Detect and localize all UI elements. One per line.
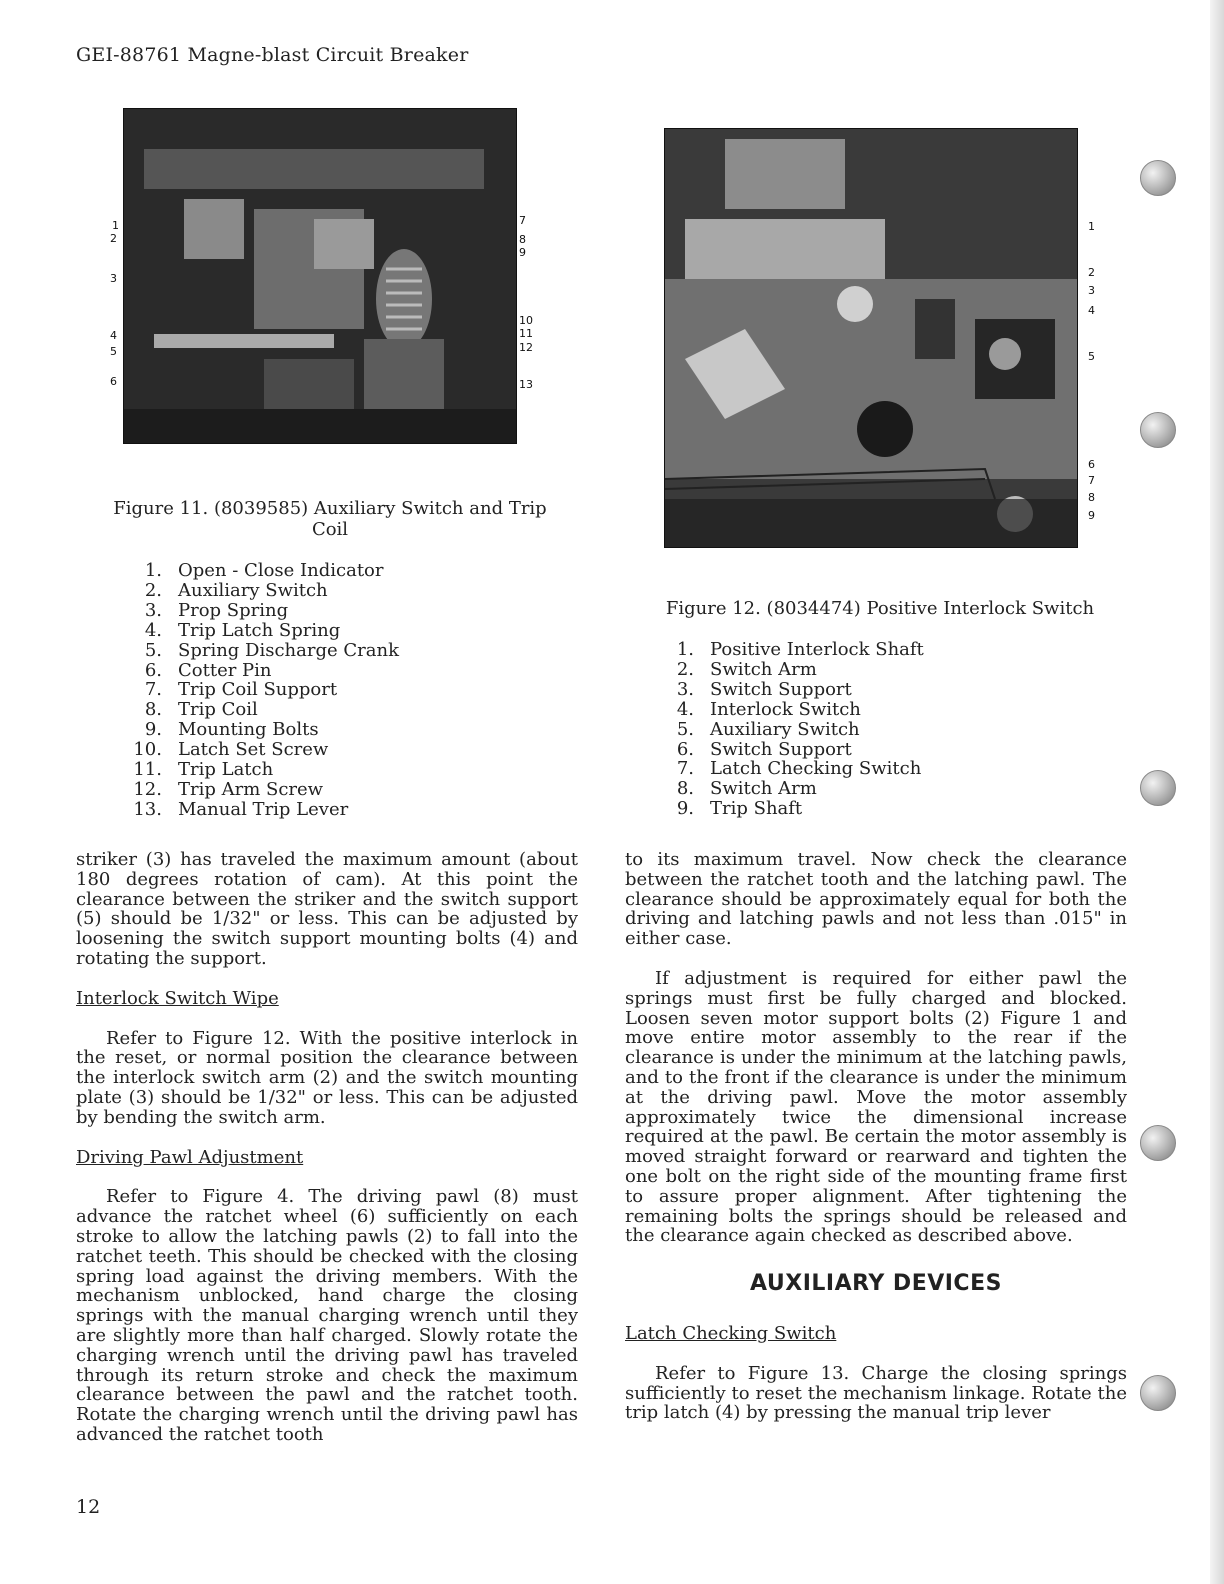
- list-item: 7. Latch Checking Switch: [676, 758, 922, 780]
- fig12-callout-3: 3: [1088, 284, 1095, 297]
- punch-hole-icon: [1140, 412, 1176, 448]
- page-binding-edge: [1210, 0, 1224, 1584]
- body-paragraph: to its maximum travel. Now check the clearance between the ratchet tooth and the latching pawl. The clearance should be approximately equal for both the driving and latching pawls and not less than .015" in either case.: [625, 849, 1127, 950]
- fig12-callout-4: 4: [1088, 304, 1095, 317]
- figure-11-caption: Figure 11. (8039585) Auxiliary Switch and Trip Coil: [113, 498, 547, 540]
- figure-12-parts-list: [660, 640, 1080, 819]
- fig11-callout-8: 8: [519, 233, 526, 246]
- list-item: 12. Trip Arm Screw: [133, 778, 324, 800]
- punch-hole-icon: [1140, 1125, 1176, 1161]
- fig11-callout-12: 12: [519, 341, 533, 354]
- figure-11-photo: [123, 108, 517, 444]
- fig11-callout-4: 4: [110, 329, 117, 342]
- body-paragraph: Refer to Figure 12. With the positive interlock in the reset, or normal position the clearance between the interlock switch arm (2) and the switch mounting plate (3) should be 1/32" or less. This can be adjusted by bending the switch arm.: [76, 1027, 578, 1128]
- list-item: 3. Switch Support: [676, 678, 852, 700]
- list-item: 2. Auxiliary Switch: [144, 579, 328, 601]
- figure-12-photo: [664, 128, 1078, 548]
- body-paragraph: Refer to Figure 13. Charge the closing springs sufficiently to reset the mechanism linkage. Rotate the trip latch (4) by pressing the manual trip lever: [625, 1362, 1127, 1424]
- list-item: 11. Trip Latch: [133, 759, 274, 781]
- body-paragraph: striker (3) has traveled the maximum amount (about 180 degrees rotation of cam). At this point the clearance between the striker and the switch support (5) should be 1/32" or less. This can be adjusted by loosening the switch support mounting bolts (4) and rotating the support.: [76, 849, 578, 969]
- figure-12-interlock-illustration: [665, 129, 1077, 547]
- figure-11-mechanism-illustration: [124, 109, 516, 443]
- fig12-callout-8: 8: [1088, 491, 1095, 504]
- list-item: 4. Interlock Switch: [676, 698, 861, 720]
- list-item: 13. Manual Trip Lever: [133, 798, 349, 820]
- list-item: 8. Trip Coil: [144, 699, 258, 721]
- list-item: 1. Positive Interlock Shaft: [676, 639, 924, 660]
- body-paragraph: If adjustment is required for either pawl the springs must first be fully charged and blocked. Loosen seven motor support bolts (2) Figure 1 and move entire motor assembly to the rear if the clearance is under the minimum at the latching pawls, and to the front if the clearance is under the minimum at the driving pawl. Move the motor assembly approximately twice the dimensional increase required at the pawl. Be certain the motor assembly is moved straight forward or rearward and tighten the one bolt on the right side of the mounting frame first to assure proper alignment. After tightening the remaining bolts the springs should be released and the clearance again checked as described above.: [625, 967, 1127, 1247]
- fig11-callout-9: 9: [519, 246, 526, 259]
- list-item: 9. Trip Shaft: [676, 798, 803, 820]
- section-heading: AUXILIARY DEVICES: [750, 1271, 1002, 1297]
- section-subheading: Driving Pawl Adjustment: [76, 1146, 304, 1168]
- punch-hole-icon: [1140, 160, 1176, 196]
- list-item: 10. Latch Set Screw: [133, 739, 329, 761]
- figure-12-caption: Figure 12. (8034474) Positive Interlock Switch: [665, 598, 1095, 619]
- fig11-callout-2: 2: [110, 232, 117, 245]
- fig11-callout-5: 5: [110, 345, 117, 358]
- list-item: 6. Switch Support: [676, 738, 852, 760]
- list-item: 5. Auxiliary Switch: [676, 718, 860, 740]
- fig12-callout-1: 1: [1088, 220, 1095, 233]
- fig11-callout-11: 11: [519, 327, 533, 340]
- list-item: 9. Mounting Bolts: [144, 719, 319, 741]
- punch-hole-icon: [1140, 1375, 1176, 1411]
- list-item: 8. Switch Arm: [676, 778, 817, 800]
- left-text-column: [76, 850, 578, 1445]
- fig11-callout-1: 1: [112, 219, 119, 232]
- fig12-callout-6: 6: [1088, 458, 1095, 471]
- fig11-callout-3: 3: [110, 272, 117, 285]
- list-item: 1. Open - Close Indicator: [144, 560, 384, 581]
- list-item: 4. Trip Latch Spring: [144, 619, 341, 641]
- section-subheading: Interlock Switch Wipe: [76, 987, 279, 1009]
- section-subheading: Latch Checking Switch: [625, 1322, 837, 1344]
- list-item: 6. Cotter Pin: [144, 659, 272, 681]
- page-header: GEI-88761 Magne-blast Circuit Breaker: [76, 44, 469, 66]
- fig12-callout-5: 5: [1088, 350, 1095, 363]
- list-item: 3. Prop Spring: [144, 599, 289, 621]
- punch-hole-icon: [1140, 770, 1176, 806]
- list-item: 2. Switch Arm: [676, 658, 817, 680]
- fig11-callout-6: 6: [110, 375, 117, 388]
- page-number: 12: [76, 1496, 101, 1518]
- fig11-callout-10: 10: [519, 314, 533, 327]
- fig11-callout-7: 7: [519, 214, 526, 227]
- fig12-callout-7: 7: [1088, 474, 1095, 487]
- list-item: 7. Trip Coil Support: [144, 679, 338, 701]
- fig12-callout-9: 9: [1088, 509, 1095, 522]
- right-text-column: [625, 850, 1127, 1423]
- list-item: 5. Spring Discharge Crank: [144, 639, 399, 661]
- figure-11-parts-list: [128, 561, 548, 820]
- fig12-callout-2: 2: [1088, 266, 1095, 279]
- fig11-callout-13: 13: [519, 378, 533, 391]
- body-paragraph: Refer to Figure 4. The driving pawl (8) must advance the ratchet wheel (6) sufficiently on each stroke to allow the latching pawls (2) to fall into the ratchet teeth. This should be checked with the closing spring load against the driving members. With the mechanism unblocked, hand charge the closing springs with the manual charging wrench until they are slightly more than half charged. Slowly rotate the charging wrench until the driving pawl has traveled through its return stroke and check the maximum clearance between the pawl and the ratchet tooth. Rotate the charging wrench until the driving pawl has advanced the ratchet tooth: [76, 1186, 578, 1445]
